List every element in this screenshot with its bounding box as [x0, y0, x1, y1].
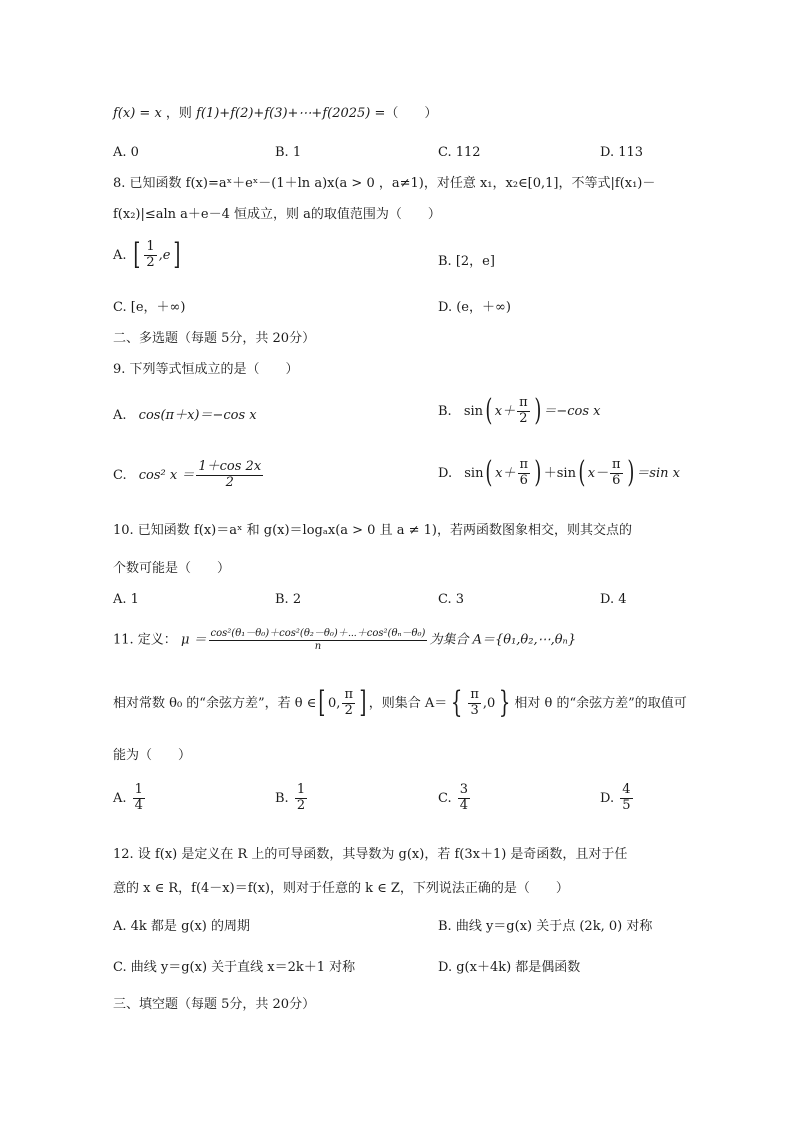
left-paren: (	[485, 393, 493, 429]
q9-a-expr: cos(π＋x)＝−cos x	[138, 408, 257, 423]
q8-option-a-label: A.	[113, 247, 127, 263]
q11-line2-b: ，则集合 A＝	[368, 695, 448, 711]
q11-stem-line3: 能为（ ）	[113, 748, 192, 763]
q11-option-b-fraction: $\frac{1}{2}$	[296, 782, 306, 813]
left-paren: (	[578, 455, 586, 491]
q9-d-post: ＝sin x	[636, 465, 680, 481]
q9-b-sin: sin	[463, 403, 484, 419]
q8-a-tail: ,e	[158, 247, 171, 263]
q11-set-tail: ,0	[482, 695, 496, 711]
q8-stem-line1: 8. 已知函数 f(x)=aˣ＋eˣ－(1＋ln a)x(a > 0 ，a≠1)，对任意 x₁，x₂∈[0,1]，不等式|f(x₁)－	[113, 176, 656, 191]
q9-d-x2: x－	[587, 465, 609, 481]
q10-option-b[interactable]: B. 2	[275, 592, 302, 607]
q9-b-fraction: $\frac{\pi}{2}$	[519, 395, 528, 426]
q8-option-a[interactable]	[113, 237, 182, 273]
left-brace: {	[451, 685, 463, 721]
right-paren: )	[626, 455, 634, 491]
q11-option-d-label: D.	[600, 790, 615, 806]
q9-stem: 9. 下列等式恒成立的是（ ）	[113, 362, 299, 377]
q9-d-mid: ＋sin	[543, 465, 576, 481]
q7-stem	[113, 106, 437, 122]
q10-option-a[interactable]: A. 1	[113, 592, 139, 607]
q11-stem-line1	[113, 628, 576, 652]
right-paren: )	[533, 393, 542, 429]
q9-option-c[interactable]	[113, 460, 265, 491]
q7-tail: =（ ）	[374, 106, 438, 121]
q11-label: 11. 定义：	[113, 632, 177, 648]
q9-b-post: ＝−cos x	[543, 403, 601, 419]
q12-stem-line2: 意的 x ∈ R，f(4－x)＝f(x)，则对于任意的 k ∈ Z，下列说法正确的是（ ）	[113, 881, 569, 896]
right-bracket: ]	[359, 685, 367, 721]
left-bracket: [	[133, 237, 141, 273]
q9-option-d-label: D.	[438, 465, 453, 481]
q12-stem-line1: 12. 设 f(x) 是定义在 R 上的可导函数，其导数为 g(x)，若 f(3x＋1) 是奇函数，且对于任	[113, 847, 628, 862]
q7-option-a[interactable]: A. 0	[113, 145, 139, 160]
q8-a-fraction: $\frac{1}{2}$	[146, 239, 155, 270]
q9-d-sin1: sin	[464, 465, 484, 481]
q8-option-c[interactable]: C. [e，＋∞)	[113, 300, 186, 315]
section-title-fill-in: 三、填空题（每题 5分，共 20分）	[113, 997, 316, 1012]
q11-tail: 为集合 A＝{θ₁,θ₂,⋯,θₙ}	[429, 632, 577, 648]
q9-option-b[interactable]	[438, 393, 601, 429]
q9-d-x1: x＋	[495, 465, 516, 481]
q12-option-b[interactable]: B. 曲线 y＝g(x) 关于点 (2k, 0) 对称	[438, 919, 653, 934]
q9-d-fraction2: $\frac{\pi}{6}$	[612, 457, 621, 488]
right-brace: }	[499, 685, 511, 721]
q7-option-c[interactable]: C. 112	[438, 145, 481, 160]
q11-option-a[interactable]	[113, 783, 147, 814]
q7-prefix-math: f(x) = x	[113, 106, 162, 121]
left-bracket: [	[318, 685, 326, 721]
right-paren: )	[534, 455, 542, 491]
q12-option-a[interactable]: A. 4k 都是 g(x) 的周期	[113, 919, 250, 934]
q10-option-d[interactable]: D. 4	[600, 592, 627, 607]
q11-option-b[interactable]	[275, 783, 309, 814]
q8-option-d[interactable]: D. (e，＋∞)	[438, 300, 511, 315]
left-paren: (	[485, 455, 493, 491]
q11-option-d[interactable]	[600, 783, 635, 814]
q11-line2-c: 相对 θ 的“余弦方差”的取值可	[514, 695, 687, 711]
q9-option-b-label: B.	[438, 403, 452, 419]
q11-interval-fraction: $\frac{\pi}{2}$	[344, 687, 353, 718]
q11-line2-a: 相对常数 θ₀ 的“余弦方差”，若 θ ∈	[113, 695, 317, 711]
q10-option-c[interactable]: C. 3	[438, 592, 465, 607]
q9-option-d[interactable]	[438, 455, 680, 491]
q7-option-b[interactable]: B. 1	[275, 145, 302, 160]
q9-option-a-label: A.	[113, 408, 127, 423]
q9-d-fraction1: $\frac{\pi}{6}$	[519, 457, 529, 488]
q11-option-c[interactable]	[438, 783, 472, 814]
q11-fraction: $\frac{\text{cos²(θ₁－θ₀)＋cos²(θ₂－θ₀)＋⋯＋cos²(θₙ－θ₀)}}{n}$	[210, 628, 426, 652]
q11-option-b-label: B.	[275, 790, 289, 806]
q10-stem-line2: 个数可能是（ ）	[113, 561, 231, 576]
q9-c-pre: cos² x ＝	[138, 467, 195, 483]
q11-option-d-fraction: $\frac{4}{5}$	[622, 782, 631, 813]
q12-option-c[interactable]: C. 曲线 y＝g(x) 关于直线 x＝2k＋1 对称	[113, 960, 356, 975]
section-title-multiple-choice: 二、多选题（每题 5分，共 20分）	[113, 331, 316, 346]
q11-stem-line2	[113, 685, 687, 721]
q7-option-d[interactable]: D. 113	[600, 145, 644, 160]
q9-b-x: x＋	[494, 403, 516, 419]
q11-set-fraction: $\frac{\pi}{3}$	[470, 687, 479, 718]
q9-option-a[interactable]	[113, 408, 257, 424]
q8-stem-line2: f(x₂)|≤aln a＋e－4 恒成立，则 a的取值范围为（ ）	[113, 207, 441, 222]
q11-option-a-fraction: $\frac{1}{4}$	[134, 782, 143, 813]
q9-c-fraction: $\frac{1+\cos 2x}{2}$	[198, 459, 262, 490]
q8-option-b[interactable]: B. [2，e]	[438, 254, 495, 269]
q12-option-d[interactable]: D. g(x＋4k) 都是偶函数	[438, 960, 581, 975]
q11-option-c-label: C.	[438, 790, 452, 806]
right-bracket: ]	[172, 237, 180, 273]
q11-interval-pre: 0,	[328, 695, 341, 711]
q10-stem-line1: 10. 已知函数 f(x)＝aˣ 和 g(x)＝logₐx(a > 0 且 a ≠ 1)，若两函数图象相交，则其交点的	[113, 523, 632, 538]
q11-option-c-fraction: $\frac{3}{4}$	[459, 782, 469, 813]
q9-option-c-label: C.	[113, 467, 127, 483]
q7-sum-expr: f(1)+f(2)+f(3)+⋯+f(2025)	[196, 106, 371, 121]
q11-mu: μ ＝	[180, 632, 207, 648]
q7-stem-text: ，则	[165, 106, 192, 121]
q11-option-a-label: A.	[113, 790, 127, 806]
